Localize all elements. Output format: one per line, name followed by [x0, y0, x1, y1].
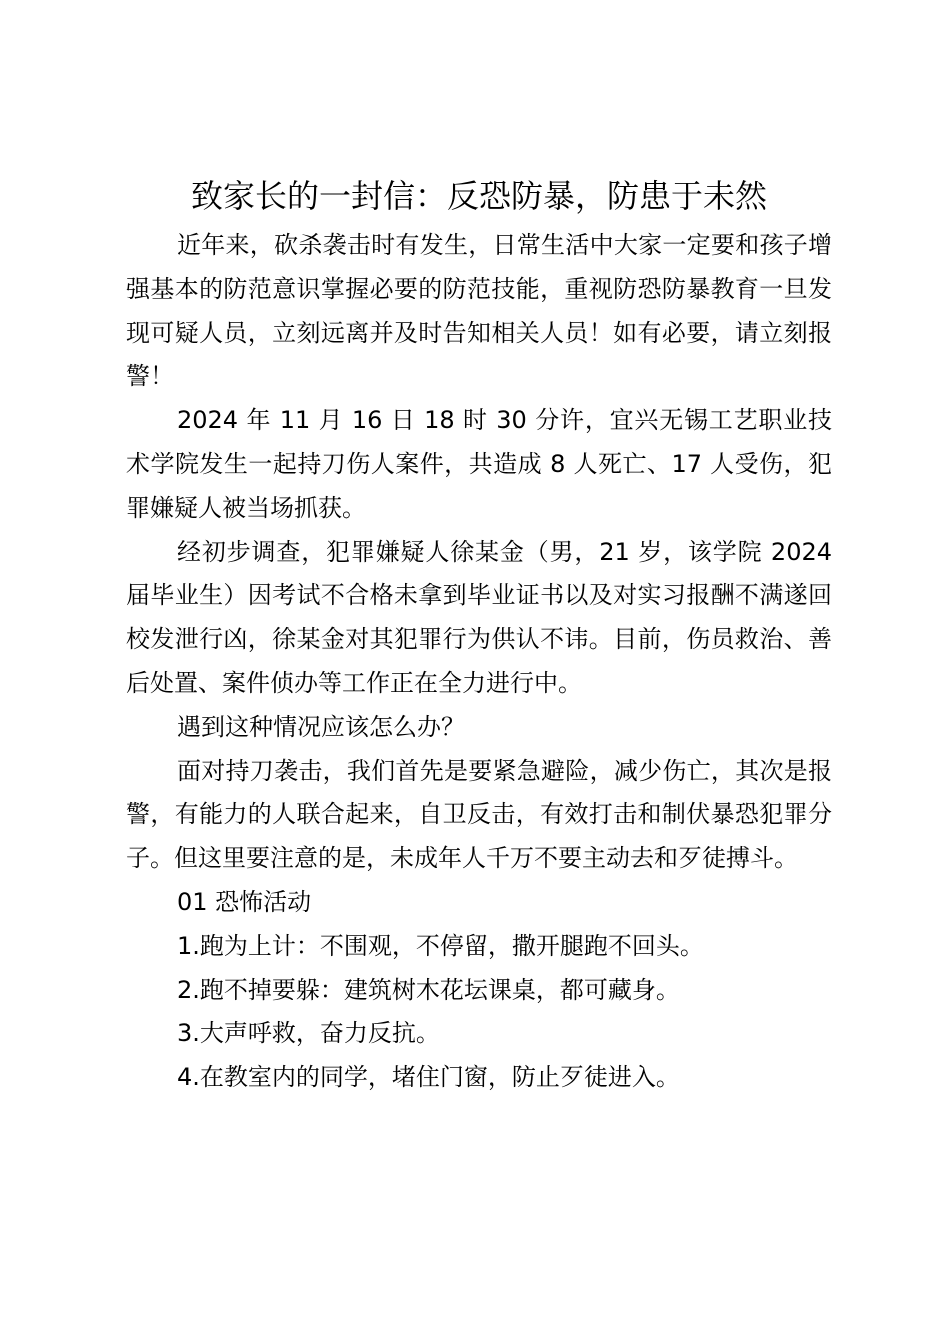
- section-heading: 01 恐怖活动: [177, 887, 312, 916]
- list-item-4: 4.在教室内的同学，堵住门窗，防止歹徒进入。: [177, 1063, 680, 1092]
- document-title: 致家长的一封信：反恐防暴，防患于未然: [190, 177, 767, 215]
- list-item-2: 2.跑不掉要躲：建筑树木花坛课桌，都可藏身。: [177, 975, 680, 1004]
- paragraph-investigation: 经初步调查，犯罪嫌疑人徐某金（男，21 岁，该学院 2024 届毕业生）因考试不合格未拿到毕业证书以及对实习报酬不满遂回校发泄行凶，徐某金对其犯罪行为供认不讳。目前，伤员救治、善后处置、案件侦办等工作正在全力进行中。: [126, 537, 832, 697]
- document-page: [126, 172, 832, 1100]
- paragraph-question: 遇到这种情况应该怎么办？: [177, 712, 465, 741]
- list-item-1: 1.跑为上计：不围观，不停留，撒开腿跑不回头。: [177, 931, 704, 960]
- list-item-3: 3.大声呼救，奋力反抗。: [177, 1019, 440, 1048]
- paragraph-incident: 2024 年 11 月 16 日 18 时 30 分许，宜兴无锡工艺职业技术学院发生一起持刀伤人案件，共造成 8 人死亡、17 人受伤，犯罪嫌疑人被当场抓获。: [126, 406, 832, 522]
- paragraph-intro: 近年来，砍杀袭击时有发生，日常生活中大家一定要和孩子增强基本的防范意识掌握必要的防范技能，重视防恐防暴教育一旦发现可疑人员，立刻远离并及时告知相关人员！如有必要，请立刻报警！: [126, 231, 832, 391]
- paragraph-advice: 面对持刀袭击，我们首先是要紧急避险，减少伤亡，其次是报警，有能力的人联合起来，自卫反击，有效打击和制伏暴恐犯罪分子。但这里要注意的是，未成年人千万不要主动去和歹徒搏斗。: [126, 756, 832, 873]
